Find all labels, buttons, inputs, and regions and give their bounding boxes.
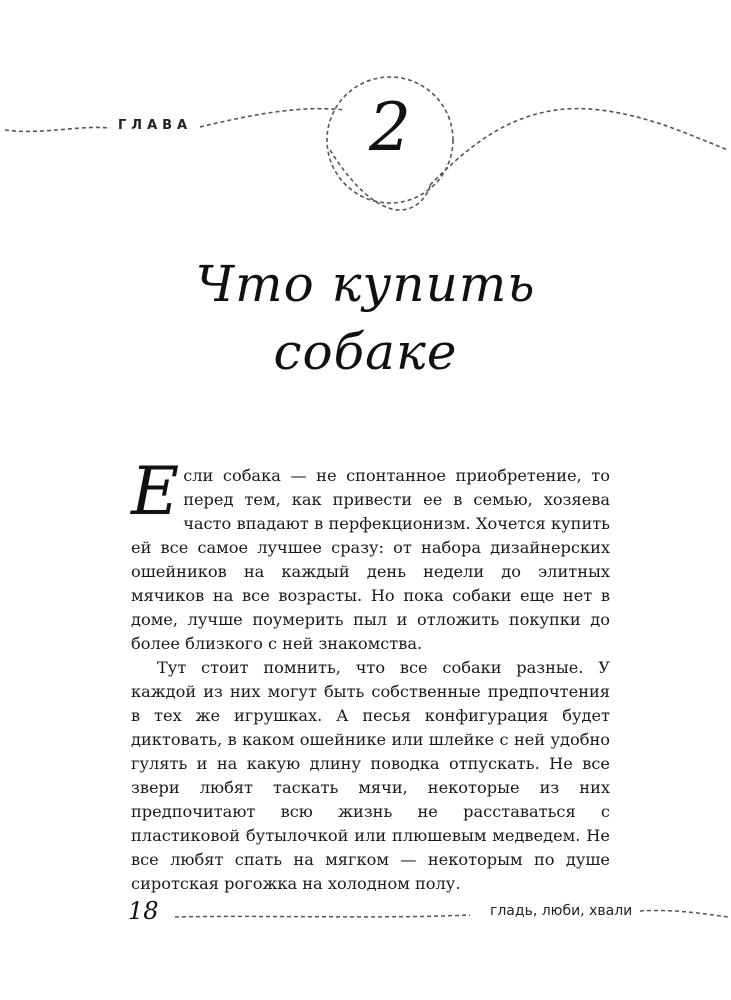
page-number: 18 (128, 897, 159, 925)
chapter-title (100, 250, 631, 386)
chapter-title-line2: собаке (273, 323, 458, 381)
paragraph-2: Тут стоит помнить, что все собаки разные. У каждой из них могут быть собственные предпочтения в тех же игрушках. А песья конфигурация будет диктовать, в каком ошейнике или шлейке с ней удобно гулять и на какую длину поводка отпускать. Не все звери любят таскать мячи, некоторые из них предпочитают всю жизнь не расставаться с пластиковой бутылочкой или плюшевым медведем. Не все любят спать на мягком — некоторым по душе сиротская рогожка на холодном полу. (131, 658, 610, 893)
chapter-label: ГЛАВА (118, 118, 193, 133)
paragraph-1 (131, 453, 610, 656)
footer-dashed-line-right (640, 910, 728, 917)
left-wavy-dashed-line (5, 127, 110, 131)
chapter-number: 2 (369, 89, 411, 166)
left-wavy-dashed-line-2 (200, 109, 345, 127)
chapter-title-line1: Что купить (195, 255, 536, 313)
right-wavy-dashed-line (430, 109, 728, 185)
chapter-body (131, 453, 610, 896)
paragraph-1-text: сли собака — не спонтанное приобретение, то перед тем, как привести ее в семью, хозяева часто впадают в перфекционизм. Хочется купить ей все самое лучшее сразу: от набора дизайнерских ошейников на каждый день недели до элитных мячиков на все возрасты. Но пока собаки еще нет в доме, лучше поумерить пыл и отложить покупки до более близкого с ней знакомства. (131, 466, 610, 653)
footer-dashed-line-left (175, 915, 470, 917)
drop-cap: Е (131, 453, 180, 530)
running-title: гладь, люби, хвали (490, 903, 633, 919)
